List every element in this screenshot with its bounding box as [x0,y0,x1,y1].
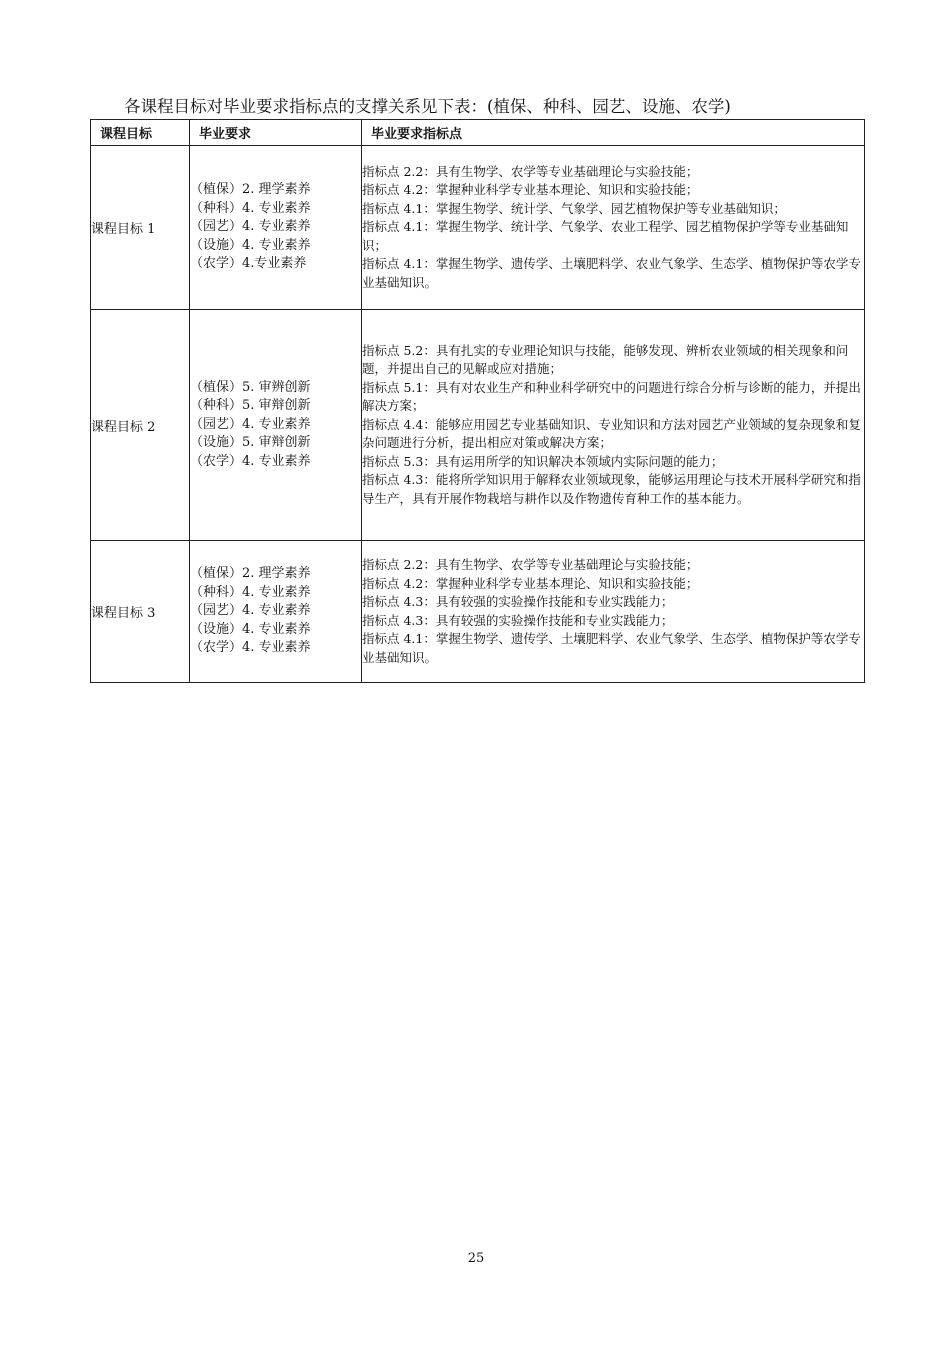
requirement-item: （植保）2. 理学素养 [190,182,311,198]
course-goal-cell: 课程目标 2 [91,310,190,541]
requirement-item: （植保）2. 理学素养 [190,566,311,582]
indicator-point: 指标点 4.3：具有较强的实验操作技能和专业实践能力； [362,612,674,628]
requirement-item: （农学）4. 专业素养 [190,640,311,656]
requirements-cell [190,146,362,310]
page-number: 25 [467,1251,485,1266]
requirement-item: （种科）4. 专业素养 [190,200,311,216]
indicator-point: 指标点 4.4：能够应用园艺专业基础知识、专业知识和方法对园艺产业领域的复杂现象和复杂问题进行分析，提出相应对策或解决方案； [362,416,861,451]
indicator-point: 指标点 5.1：具有对农业生产和种业科学研究中的问题进行综合分析与诊断的能力，并提出解决方案； [362,379,861,414]
table-row [91,146,865,310]
requirement-item: （园艺）4. 专业素养 [190,416,311,432]
table-row [91,541,865,683]
requirement-item: （植保）5. 审辨创新 [190,379,311,395]
indicator-point: 指标点 4.1：掌握生物学、遗传学、土壤肥料学、农业气象学、生态学、植物保护等农学专业基础知识。 [362,631,861,665]
requirement-item: （种科）4. 专业素养 [190,584,311,600]
header-course-goal: 课程目标 [91,120,190,146]
header-graduation-requirement: 毕业要求 [190,120,362,146]
header-indicator-points: 毕业要求指标点 [362,120,865,146]
indicator-point: 指标点 4.1：掌握生物学、统计学、气象学、农业工程学、园艺植物保护学等专业基础知识； [362,219,849,253]
requirement-item: （园艺）4. 专业素养 [190,603,311,619]
indicator-point: 指标点 2.2：具有生物学、农学等专业基础理论与实验技能； [362,557,699,572]
requirements-cell [190,310,362,541]
requirement-item: （农学）4.专业素养 [190,256,307,272]
requirement-item: （园艺）4. 专业素养 [190,219,311,235]
indicator-point: 指标点 4.1：掌握生物学、统计学、气象学、园艺植物保护等专业基础知识； [362,200,786,216]
requirement-item: （设施）4. 专业素养 [190,237,311,253]
requirement-item: （农学）4. 专业素养 [190,453,311,469]
indicator-point: 指标点 5.2：具有扎实的专业理论知识与技能，能够发现、辨析农业领域的相关现象和问题，并提出自己的见解或应对措施； [362,342,849,377]
indicator-point: 指标点 4.3：具有较强的实验操作技能和专业实践能力； [362,594,674,609]
indicator-point: 指标点 5.3：具有运用所学的知识解决本领域内实际问题的能力； [362,453,724,469]
course-goal-cell: 课程目标 3 [91,541,190,683]
table-caption: 各课程目标对毕业要求指标点的支撑关系见下表：(植保、种科、园艺、设施、农学) [124,97,731,116]
indicator-points-cell [362,146,865,310]
indicator-point: 指标点 4.3：能将所学知识用于解释农业领域现象，能够运用理论与技术开展科学研究和指导生产，具有开展作物栽培与耕作以及作物遗传育种工作的基本能力。 [362,472,861,506]
requirement-item: （设施）4. 专业素养 [190,621,311,637]
indicator-point: 指标点 2.2：具有生物学、农学等专业基础理论与实验技能； [362,163,699,179]
indicator-points-cell [362,310,865,541]
requirement-item: （种科）5. 审辩创新 [190,398,311,414]
table-header-row [91,120,865,146]
indicator-point: 指标点 4.2：掌握种业科学专业基本理论、知识和实验技能； [362,575,699,591]
indicator-point: 指标点 4.1：掌握生物学、遗传学、土壤肥料学、农业气象学、生态学、植物保护等农学专业基础知识。 [362,256,861,290]
table-row [91,310,865,541]
indicator-point: 指标点 4.2：掌握种业科学专业基本理论、知识和实验技能； [362,182,699,198]
course-goal-cell: 课程目标 1 [91,146,190,310]
support-relation-table [90,119,865,683]
requirements-cell [190,541,362,683]
indicator-points-cell [362,541,865,683]
requirement-item: （设施）5. 审辩创新 [190,435,311,451]
